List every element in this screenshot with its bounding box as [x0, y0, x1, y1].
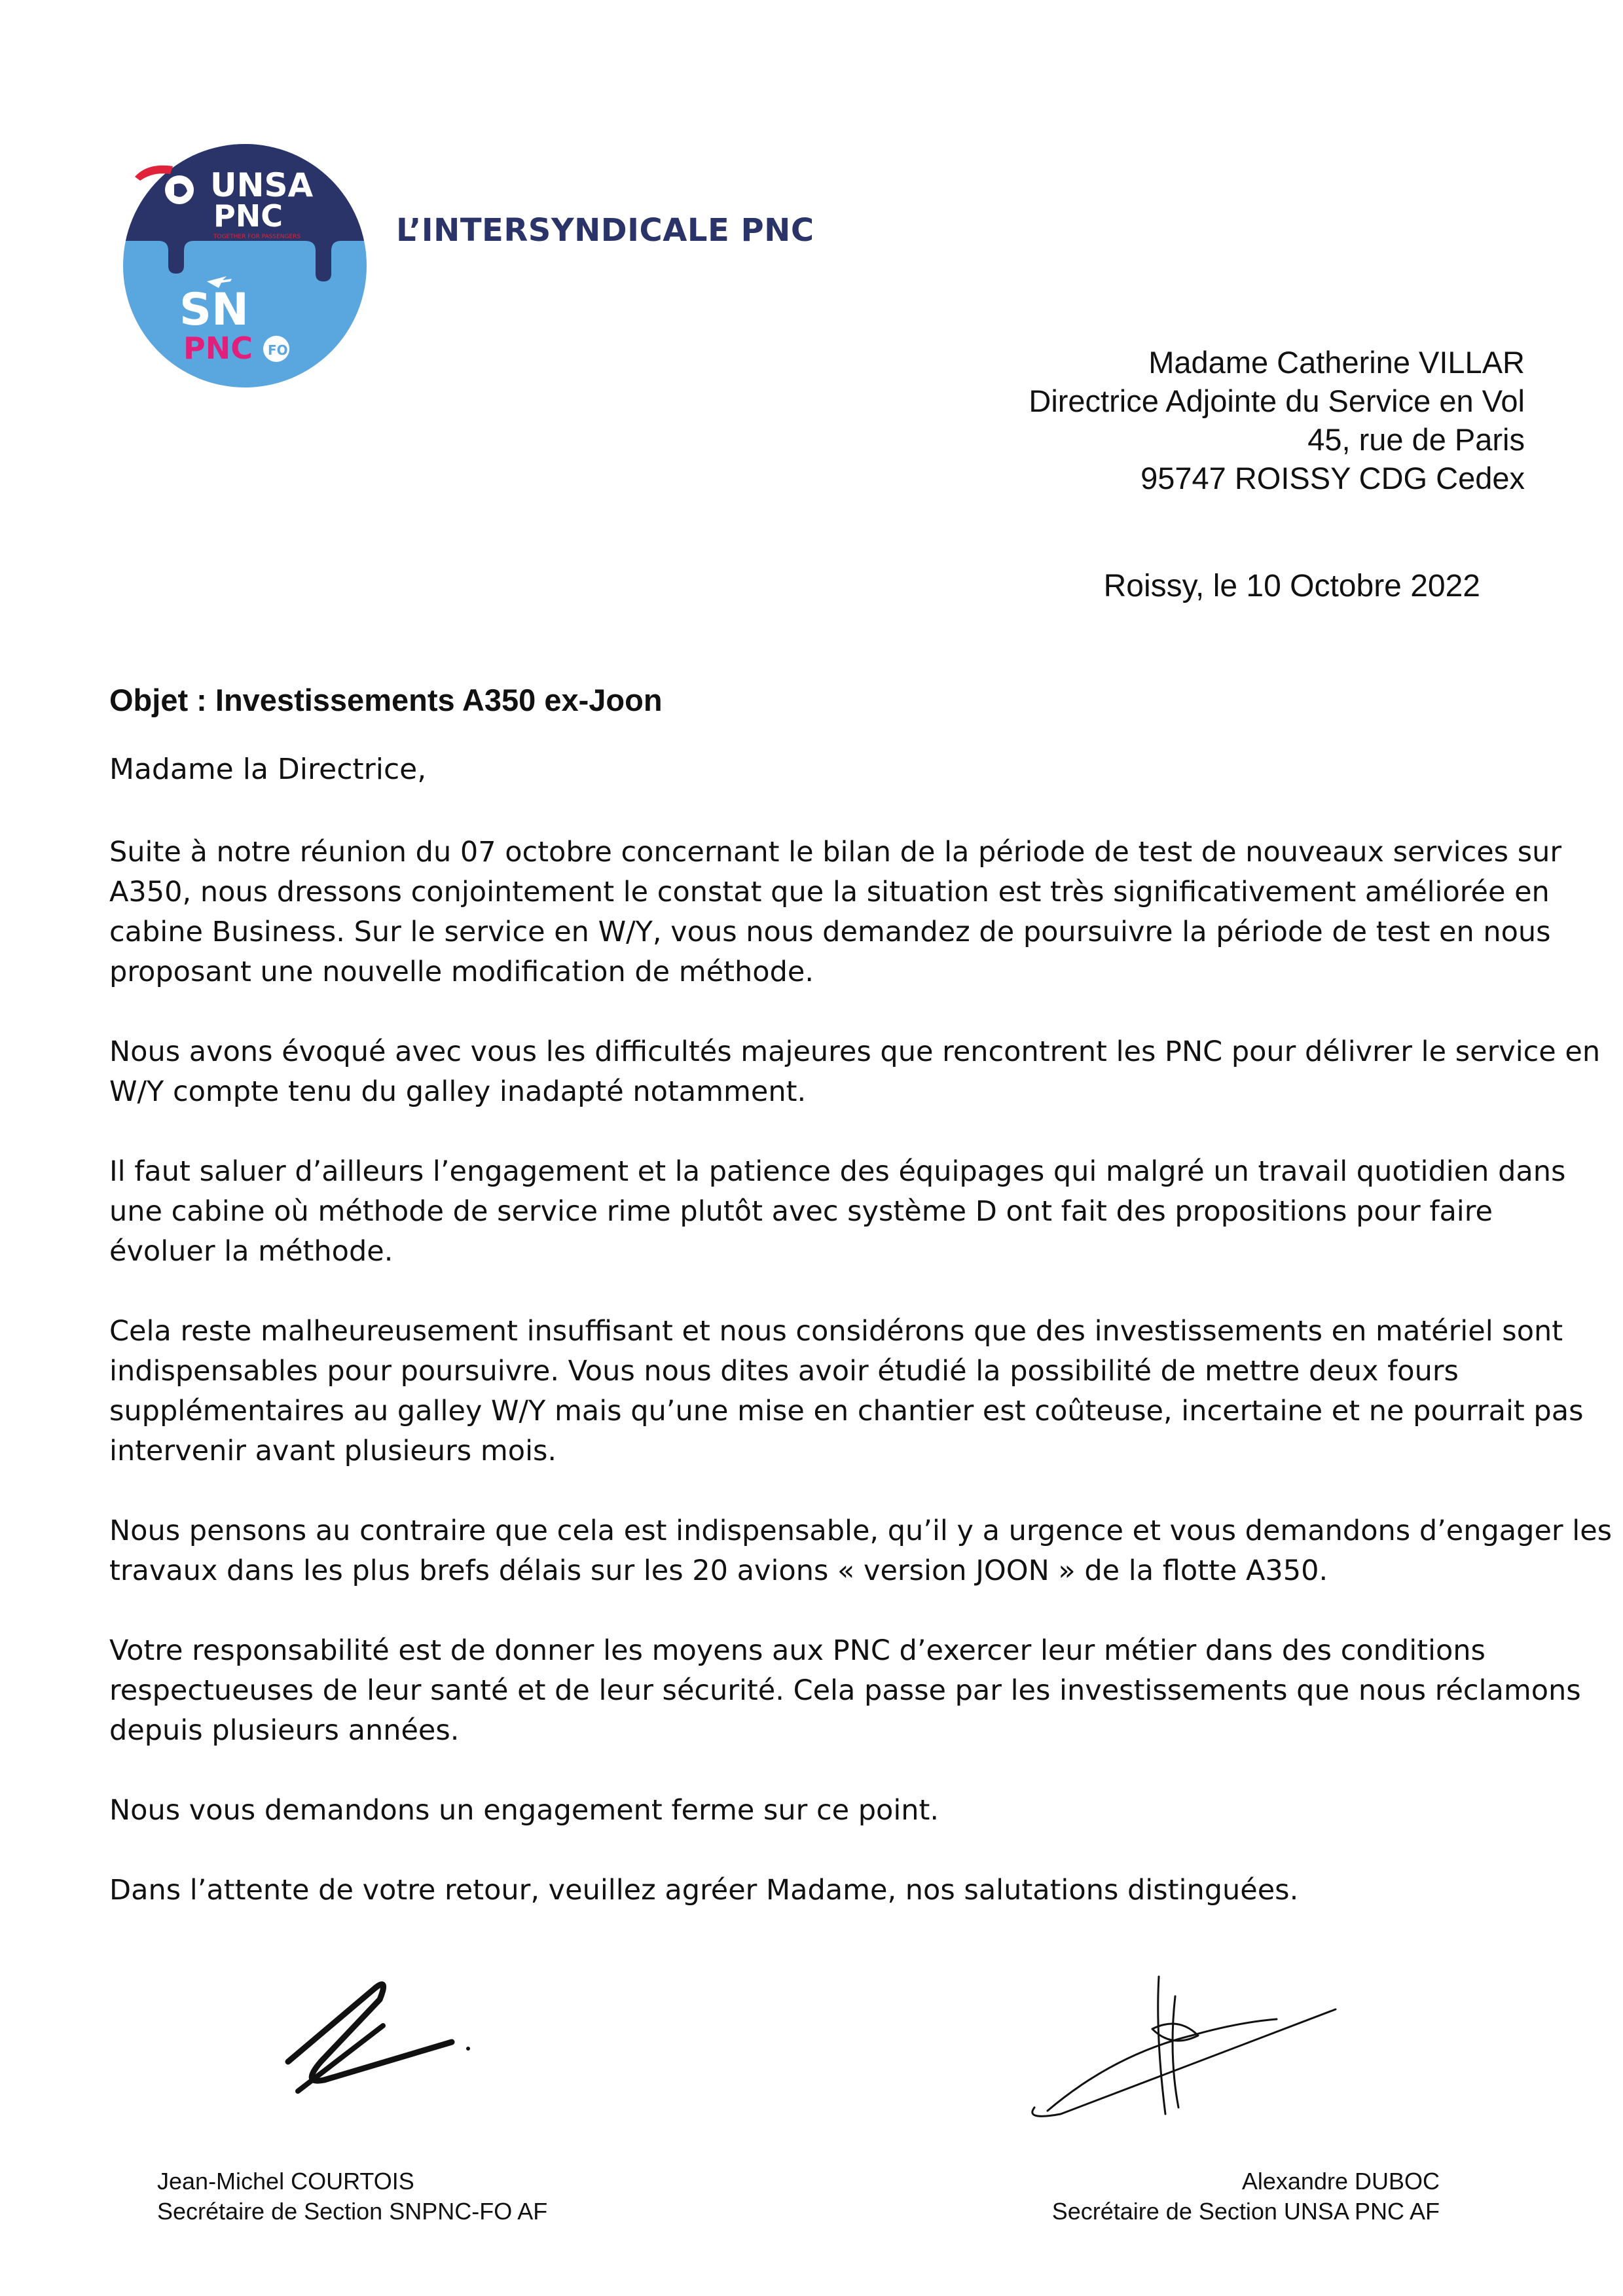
body-line: une cabine où méthode de service rime plutôt avec système D ont fait des propositions pour faire	[109, 1195, 1493, 1228]
logo-top-subtext: TOGETHER FOR PASSENGERS	[213, 234, 301, 240]
body-line: respectueuses de leur santé et de leur sécurité. Cela passe par les investissements que nous réclamons	[109, 1674, 1581, 1707]
body-line: Cela reste malheureusement insuffisant et nous considérons que des investissements en matériel sont	[109, 1315, 1563, 1348]
signatory-left	[157, 2166, 547, 2227]
body-paragraph	[109, 1032, 1601, 1112]
body-paragraph	[109, 1791, 1523, 1831]
letter-subject: Objet : Investissements A350 ex-Joon	[109, 683, 663, 717]
body-line: Dans l’attente de votre retour, veuillez agréer Madame, nos salutations distinguées.	[109, 1874, 1299, 1907]
organization-name: L’INTERSYNDICALE PNC	[396, 212, 814, 249]
body-paragraph	[109, 1631, 1581, 1751]
logo-bottom-badge: FO	[268, 342, 288, 358]
recipient-line: 45, rue de Paris	[1307, 422, 1525, 457]
logo-bottom-text-1: SN	[179, 284, 249, 336]
body-paragraph	[109, 1871, 1523, 1910]
body-line: Votre responsabilité est de donner les moyens aux PNC d’exercer leur métier dans des conditions	[109, 1634, 1486, 1667]
body-line: A350, nous dressons conjointement le constat que la situation est très significativement améliorée en	[109, 876, 1550, 908]
signature-left	[275, 1964, 484, 2101]
body-paragraph	[109, 1152, 1566, 1272]
body-line: supplémentaires au galley W/Y mais qu’une mise en chantier est coûteuse, incertaine et ne pourrait pas	[109, 1395, 1584, 1427]
body-line: Nous vous demandons un engagement ferme sur ce point.	[109, 1794, 939, 1827]
body-line: Suite à notre réunion du 07 octobre concernant le bilan de la période de test de nouveaux services sur	[109, 836, 1562, 869]
recipient-line: Directrice Adjointe du Service en Vol	[1029, 384, 1525, 418]
recipient-line: 95747 ROISSY CDG Cedex	[1140, 461, 1525, 495]
body-line: Nous pensons au contraire que cela est indispensable, qu’il y a urgence et vous demandons d’engager les	[109, 1515, 1613, 1547]
signature-right	[1021, 1957, 1362, 2147]
signatory-right	[1052, 2166, 1440, 2227]
signatory-name: Alexandre DUBOC	[1241, 2168, 1440, 2195]
logo-top-text-2: PNC	[213, 198, 283, 234]
letter-date: Roissy, le 10 Octobre 2022	[1103, 569, 1480, 603]
recipient-address	[870, 343, 1525, 497]
body-line: Il faut saluer d’ailleurs l’engagement et la patience des équipages qui malgré un travail quotidien dans	[109, 1155, 1566, 1188]
signatory-title: Secrétaire de Section SNPNC-FO AF	[157, 2198, 548, 2225]
logo-top-text-1: UNSA	[210, 166, 314, 204]
body-line: cabine Business. Sur le service en W/Y, vous nous demandez de poursuivre la période de test en nous	[109, 916, 1551, 948]
signatory-title: Secrétaire de Section UNSA PNC AF	[1051, 2198, 1440, 2225]
body-paragraph	[109, 833, 1562, 992]
signatory-name: Jean-Michel COURTOIS	[157, 2168, 414, 2195]
logo-bottom-text-2: PNC	[183, 331, 253, 366]
body-paragraph	[109, 1312, 1584, 1471]
intersyndicale-logo	[122, 143, 368, 389]
body-line: W/Y compte tenu du galley inadapté notamment.	[109, 1075, 807, 1108]
letter-body	[109, 833, 1613, 1950]
body-line: proposant une nouvelle modification de méthode.	[109, 956, 814, 988]
salutation: Madame la Directrice,	[109, 753, 427, 786]
body-paragraph	[109, 1511, 1613, 1591]
body-line: indispensables pour poursuivre. Vous nous dites avoir étudié la possibilité de mettre deux fours	[109, 1355, 1459, 1388]
body-line: depuis plusieurs années.	[109, 1714, 460, 1747]
body-line: intervenir avant plusieurs mois.	[109, 1435, 557, 1467]
recipient-line: Madame Catherine VILLAR	[1148, 345, 1525, 380]
body-line: travaux dans les plus brefs délais sur les 20 avions « version JOON » de la flotte A350.	[109, 1554, 1328, 1587]
body-line: Nous avons évoqué avec vous les difficultés majeures que rencontrent les PNC pour délivrer le service en	[109, 1035, 1601, 1068]
body-line: évoluer la méthode.	[109, 1235, 393, 1268]
